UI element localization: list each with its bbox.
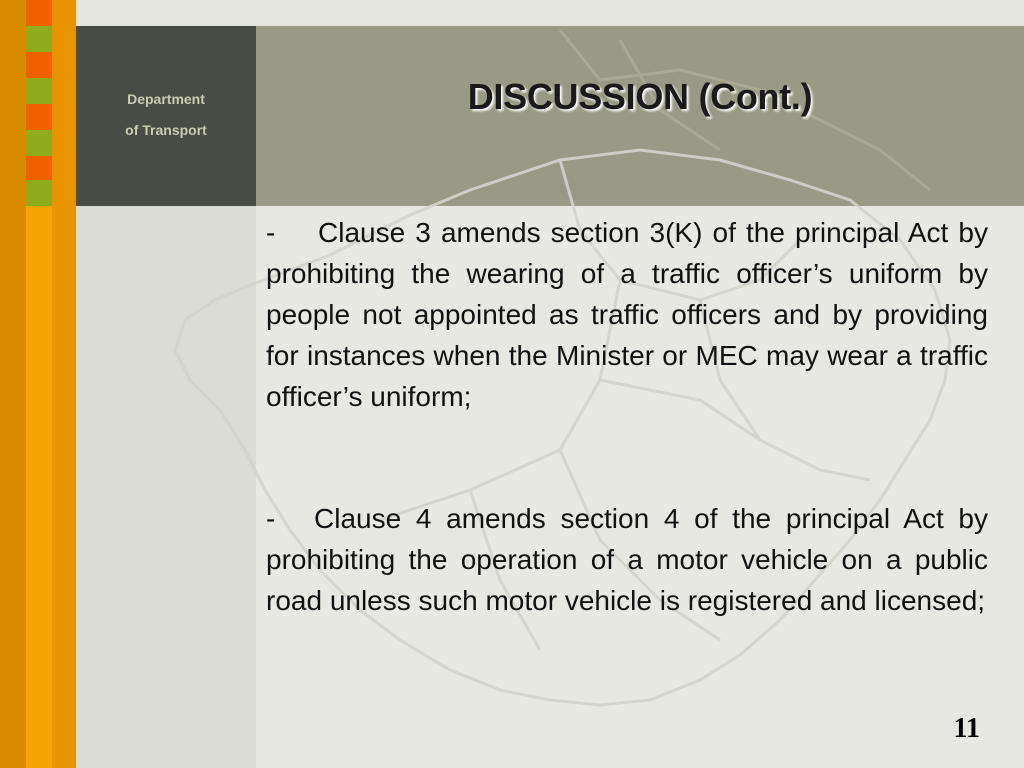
checkered-accent [26, 0, 52, 206]
left-stripe-dark-orange [0, 0, 26, 768]
bullet-text: Clause 3 amends section 3(K) of the principal Act by prohibiting the wearing of a traffic officer’s uniform by people not appointed as traffic officers and by providing for instances when the Minister or MEC may wear a traffic officer’s uniform; [266, 217, 988, 412]
left-stripe-mid-orange [52, 0, 76, 768]
bullet-item [266, 212, 988, 417]
department-sublabel: of Transport [125, 122, 207, 138]
bullet-text: Clause 4 amends section 4 of the principal Act by prohibiting the operation of a motor vehicle on a public road unless such motor vehicle is registered and licensed; [266, 503, 988, 616]
page-number: 11 [953, 713, 980, 744]
bullet-marker: - [266, 503, 276, 534]
top-strip [76, 0, 1024, 26]
slide-title: DISCUSSION (Cont.) [467, 76, 813, 117]
department-label: Department [127, 91, 205, 107]
brand-panel [76, 26, 256, 206]
left-panel [76, 206, 256, 768]
bullet-item [266, 498, 988, 621]
bullet-marker: - [266, 217, 276, 248]
